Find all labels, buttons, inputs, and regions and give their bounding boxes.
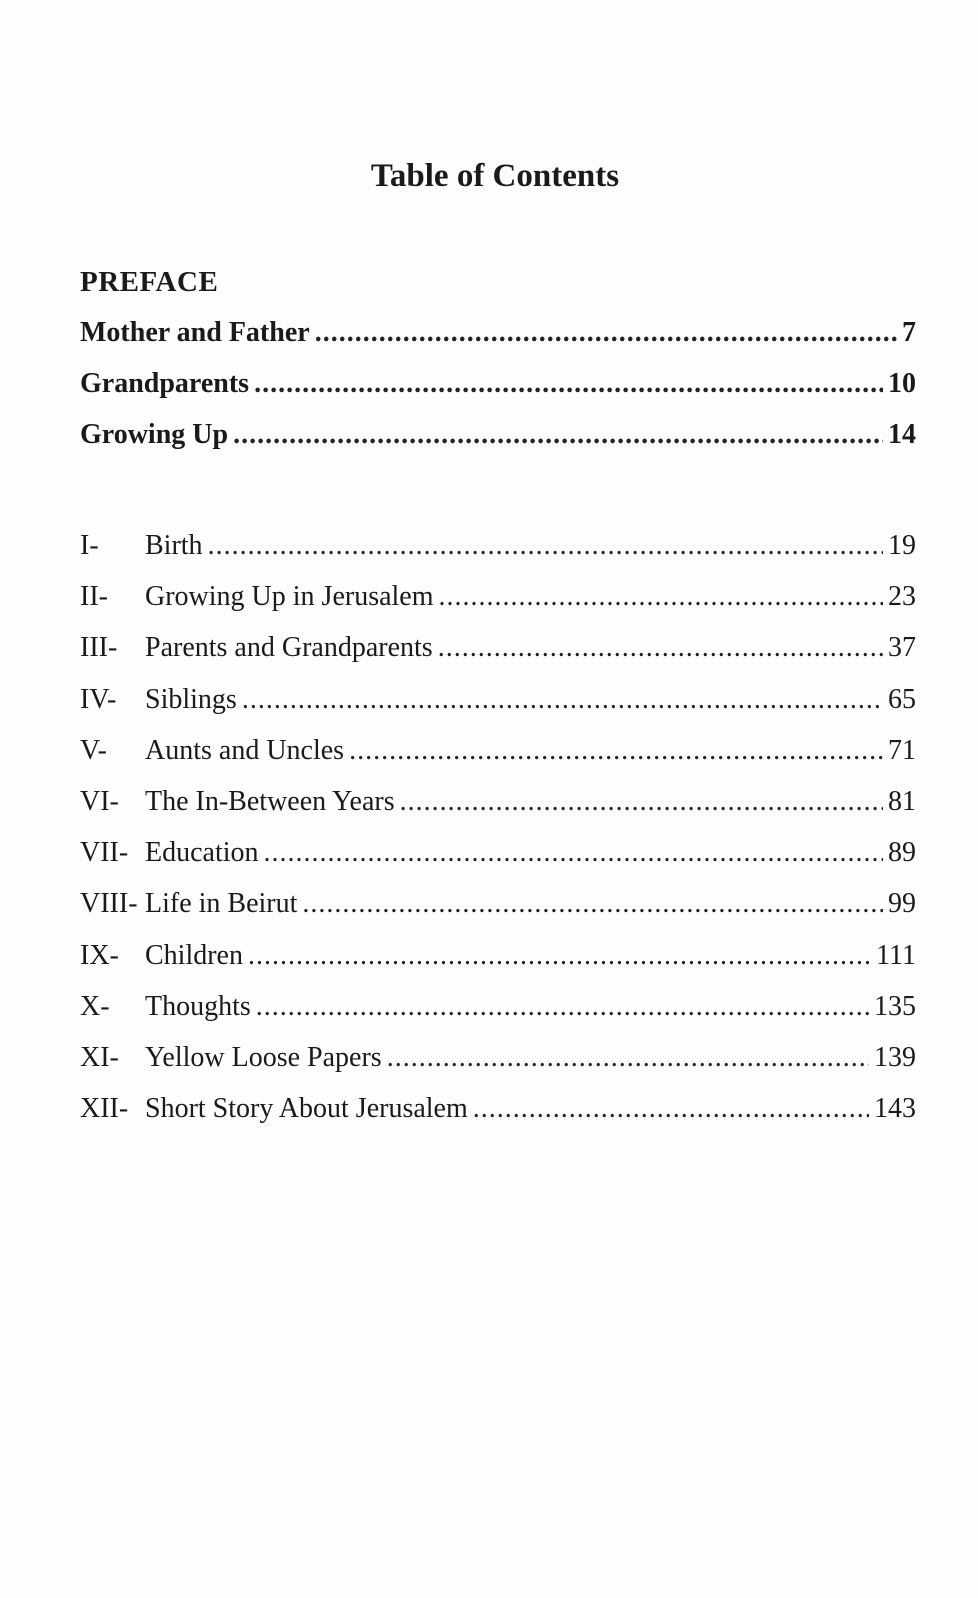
chapter-numeral: X- bbox=[80, 990, 110, 1022]
page-number: 89 bbox=[888, 837, 916, 869]
chapter-entry bbox=[80, 530, 916, 581]
entry-title: Grandparents bbox=[80, 368, 250, 399]
dot-leader bbox=[473, 1093, 869, 1125]
chapter-entry bbox=[80, 786, 916, 837]
chapter-title: Growing Up in Jerusalem bbox=[145, 581, 434, 613]
chapter-entry bbox=[80, 940, 916, 991]
chapter-numeral: XII- bbox=[80, 1093, 129, 1125]
chapter-numeral: V- bbox=[80, 734, 107, 766]
chapter-numeral: VIII- bbox=[80, 888, 138, 920]
chapter-title: Birth bbox=[145, 530, 203, 561]
page-number: 19 bbox=[888, 530, 916, 561]
preface-list bbox=[80, 317, 916, 470]
dot-leader bbox=[438, 632, 883, 664]
chapter-title: Education bbox=[145, 837, 259, 869]
dot-leader bbox=[387, 1042, 869, 1074]
page-number: 65 bbox=[888, 683, 916, 715]
page-number: 10 bbox=[888, 368, 916, 399]
chapter-entry bbox=[80, 1042, 916, 1093]
page-number: 143 bbox=[874, 1093, 916, 1125]
entry-title: Mother and Father bbox=[80, 317, 310, 348]
dot-leader bbox=[400, 786, 883, 818]
page-number: 139 bbox=[874, 1041, 916, 1073]
dot-leader bbox=[254, 368, 883, 400]
chapter-numeral: VI- bbox=[80, 785, 119, 817]
chapter-title: Yellow Loose Papers bbox=[145, 1041, 382, 1073]
page-number: 37 bbox=[888, 632, 916, 664]
chapter-title: Life in Beirut bbox=[145, 888, 298, 920]
page-title: Table of Contents bbox=[370, 158, 620, 194]
entry-title: Growing Up bbox=[80, 419, 229, 450]
page-number: 71 bbox=[888, 734, 916, 766]
dot-leader bbox=[248, 940, 871, 972]
chapter-entry bbox=[80, 684, 916, 735]
chapter-numeral: XI- bbox=[80, 1041, 119, 1073]
preface-heading: PREFACE bbox=[80, 266, 219, 298]
page-number: 81 bbox=[888, 785, 916, 817]
dot-leader bbox=[208, 530, 883, 562]
chapter-title: Short Story About Jerusalem bbox=[145, 1093, 468, 1125]
chapter-numeral: II- bbox=[80, 581, 108, 613]
chapter-entry bbox=[80, 837, 916, 888]
dot-leader bbox=[264, 837, 883, 869]
dot-leader bbox=[315, 317, 897, 349]
page-number: 111 bbox=[876, 939, 916, 971]
dot-leader bbox=[439, 581, 883, 613]
chapter-title: Thoughts bbox=[145, 990, 251, 1022]
page-number: 23 bbox=[888, 581, 916, 613]
chapter-entry bbox=[80, 1093, 916, 1144]
chapter-numeral: III- bbox=[80, 632, 118, 664]
chapter-entry bbox=[80, 991, 916, 1042]
chapter-title: The In-Between Years bbox=[145, 785, 395, 817]
chapter-numeral: IV- bbox=[80, 683, 117, 715]
preface-entry bbox=[80, 419, 916, 470]
chapter-list bbox=[80, 530, 916, 1144]
chapter-title: Siblings bbox=[145, 683, 237, 715]
dot-leader bbox=[302, 888, 883, 920]
chapter-entry bbox=[80, 581, 916, 632]
dot-leader bbox=[256, 991, 869, 1023]
page-number: 135 bbox=[874, 990, 916, 1022]
chapter-numeral: IX- bbox=[80, 939, 119, 971]
chapter-title: Children bbox=[145, 939, 243, 971]
chapter-title: Aunts and Uncles bbox=[145, 734, 345, 766]
dot-leader bbox=[242, 684, 883, 716]
chapter-entry bbox=[80, 888, 916, 939]
dot-leader bbox=[349, 735, 883, 767]
chapter-numeral: I- bbox=[80, 530, 99, 561]
preface-entry bbox=[80, 317, 916, 368]
page-number: 7 bbox=[902, 317, 916, 348]
dot-leader bbox=[233, 419, 883, 451]
chapter-entry bbox=[80, 632, 916, 683]
preface-entry bbox=[80, 368, 916, 419]
page-number: 14 bbox=[888, 419, 916, 450]
page-number: 99 bbox=[888, 888, 916, 920]
chapter-title: Parents and Grandparents bbox=[145, 632, 433, 664]
chapter-numeral: VII- bbox=[80, 837, 129, 869]
chapter-entry bbox=[80, 735, 916, 786]
